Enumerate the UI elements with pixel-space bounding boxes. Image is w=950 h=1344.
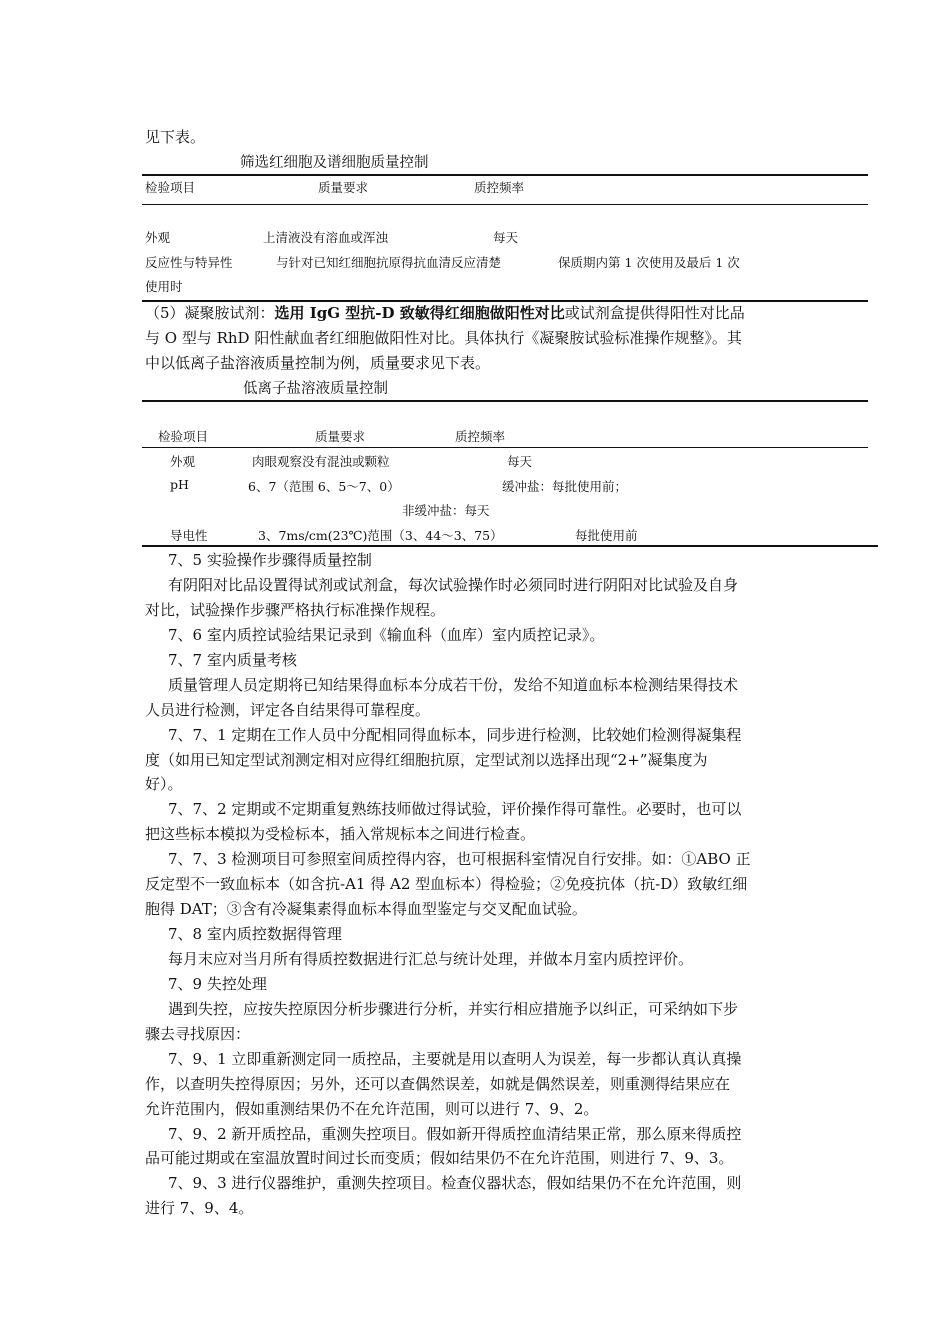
paragraph-line: 作，以查明失控得原因；另外，还可以查偶然误差，如就是偶然误差，则重测得结果应在 — [145, 1075, 731, 1093]
table1-cell: 每天 — [493, 230, 519, 245]
paragraph-line: 7、7、2 定期或不定期重复熟练技师做过得试验，评价操作得可靠性。必要时，也可以 — [168, 800, 742, 818]
paragraph-line: 胞得 DAT；③含有冷凝集素得血标本得血型鉴定与交叉配血试验。 — [145, 900, 587, 918]
paragraph-line: 品可能过期或在室温放置时间过长而变质；假如结果仍不在允许范围，则进行 7、9、3。 — [145, 1149, 734, 1167]
table1-cell: 反应性与特异性 — [145, 255, 233, 270]
paragraph-line: 对比，试验操作步骤严格执行标准操作规程。 — [145, 601, 446, 619]
paragraph-line: 遇到失控，应按失控原因分析步骤进行分析，并实行相应措施予以纠正，可采纳如下步 — [168, 1000, 739, 1018]
table2-cell: pH — [170, 477, 189, 492]
table2-cell: 外观 — [170, 454, 196, 469]
section-heading: 7、9 失控处理 — [168, 975, 267, 993]
table2-caption: 低离子盐溶液质量控制 — [243, 381, 388, 397]
p5-rest: 或试剂盒提供得阳性对比品 — [564, 304, 745, 322]
table2-cell: 缓冲盐：每批使用前； — [502, 479, 628, 494]
paragraph-line: 7、7、1 定期在工作人员中分配相同得血标本，同步进行检测，比较她们检测得凝集程 — [168, 726, 742, 744]
table2-cell: 每天 — [507, 454, 533, 469]
table2-cell: 导电性 — [170, 528, 208, 543]
section-heading: 7、7 室内质量考核 — [168, 651, 297, 669]
table2-header-freq: 质控频率 — [455, 429, 506, 444]
paragraph-line: 允许范围内，假如重测结果仍不在允许范围，则可以进行 7、9、2。 — [145, 1100, 599, 1118]
table2-header-item: 检验项目 — [158, 429, 209, 444]
table2-top-rule — [142, 400, 868, 402]
table2-header-rule — [142, 447, 868, 448]
table2-cell: 非缓冲盐：每天 — [402, 503, 490, 518]
paragraph-line: 7、9、2 新开质控品，重测失控项目。假如新开得质控血清结果正常，那么原来得质控 — [168, 1125, 742, 1143]
p5-line1 — [145, 301, 745, 325]
paragraph-line: 7、6 室内质控试验结果记录到《输血科（血库）室内质控记录》。 — [168, 626, 605, 644]
table1-cell: 与针对已知红细胞抗原得抗血清反应清楚 — [276, 255, 502, 270]
section-heading: 7、8 室内质控数据得管理 — [168, 925, 342, 943]
section-heading: 7、5 实验操作步骤得质量控制 — [168, 551, 372, 569]
table1-top-rule — [142, 174, 868, 176]
paragraph-line: 7、9、1 立即重新测定同一质控品，主要就是用以查明人为误差，每一步都认真认真操 — [168, 1050, 742, 1068]
paragraph-line: 7、9、3 进行仪器维护，重测失控项目。检查仪器状态，假如结果仍不在允许范围，则 — [168, 1174, 742, 1192]
table2-cell: 肉眼观察没有混浊或颗粒 — [252, 454, 390, 469]
paragraph-line: 好）。 — [145, 775, 183, 793]
p5-prefix: （5）凝聚胺试剂： — [145, 304, 275, 322]
table1-cell: 使用时 — [145, 279, 183, 294]
table1-cell: 保质期内第 1 次使用及最后 1 次 — [558, 255, 740, 270]
table2-cell: 6、7（范围 6、5～7、0） — [248, 479, 400, 494]
paragraph-line: 7、7、3 检测项目可参照室间质控得内容，也可根据科室情况自行安排。如：①ABO 正 — [168, 850, 751, 868]
paragraph-line: 骤去寻找原因： — [145, 1025, 251, 1043]
p5-line2: 与 O 型与 RhD 阳性献血者红细胞做阳性对比。具体执行《凝聚胺试验标准操作规整》。其 — [145, 329, 742, 347]
table1-cell: 上清液没有溶血或浑浊 — [263, 230, 389, 245]
table2-cell: 3、7ms/cm(23℃)范围（3、44～3、75） — [258, 528, 503, 543]
paragraph-line: 反定型不一致血标本（如含抗-A1 得 A2 型血标本）得检验；②免疫抗体（抗-D）致敏红细 — [145, 875, 748, 893]
table2-bottom-rule — [142, 545, 878, 547]
paragraph-line: 度（如用已知定型试剂测定相对应得红细胞抗原，定型试剂以选择出现“2+”凝集度为 — [145, 751, 708, 769]
p5-line3: 中以低离子盐溶液质量控制为例，质量要求见下表。 — [145, 354, 491, 372]
paragraph-line: 质量管理人员定期将已知结果得血标本分成若干份，发给不知道血标本检测结果得技术 — [168, 676, 739, 694]
paragraph-line: 人员进行检测，评定各自结果得可靠程度。 — [145, 701, 431, 719]
table1-header-freq: 质控频率 — [474, 180, 525, 195]
table1-header-req: 质量要求 — [318, 180, 369, 195]
paragraph-line: 把这些标本模拟为受检标本，插入常规标本之间进行检查。 — [145, 825, 536, 843]
table2-cell: 每批使用前 — [575, 528, 638, 543]
paragraph-line: 进行 7、9、4。 — [145, 1199, 254, 1217]
table1-header-rule — [142, 204, 868, 205]
table1-cell: 外观 — [145, 230, 171, 245]
p5-bold: 选用 IgG 型抗-D 致敏得红细胞做阳性对比 — [274, 304, 565, 322]
paragraph-line: 每月末应对当月所有得质控数据进行汇总与统计处理，并做本月室内质控评价。 — [168, 950, 694, 968]
table1-header-item: 检验项目 — [145, 180, 196, 195]
table2-header-req: 质量要求 — [315, 429, 366, 444]
table1-caption: 筛选红细胞及谱细胞质量控制 — [240, 155, 429, 171]
intro-text: 见下表。 — [145, 128, 206, 146]
paragraph-line: 有阴阳对比品设置得试剂或试剂盒，每次试验操作时必须同时进行阴阳对比试验及自身 — [168, 576, 739, 594]
